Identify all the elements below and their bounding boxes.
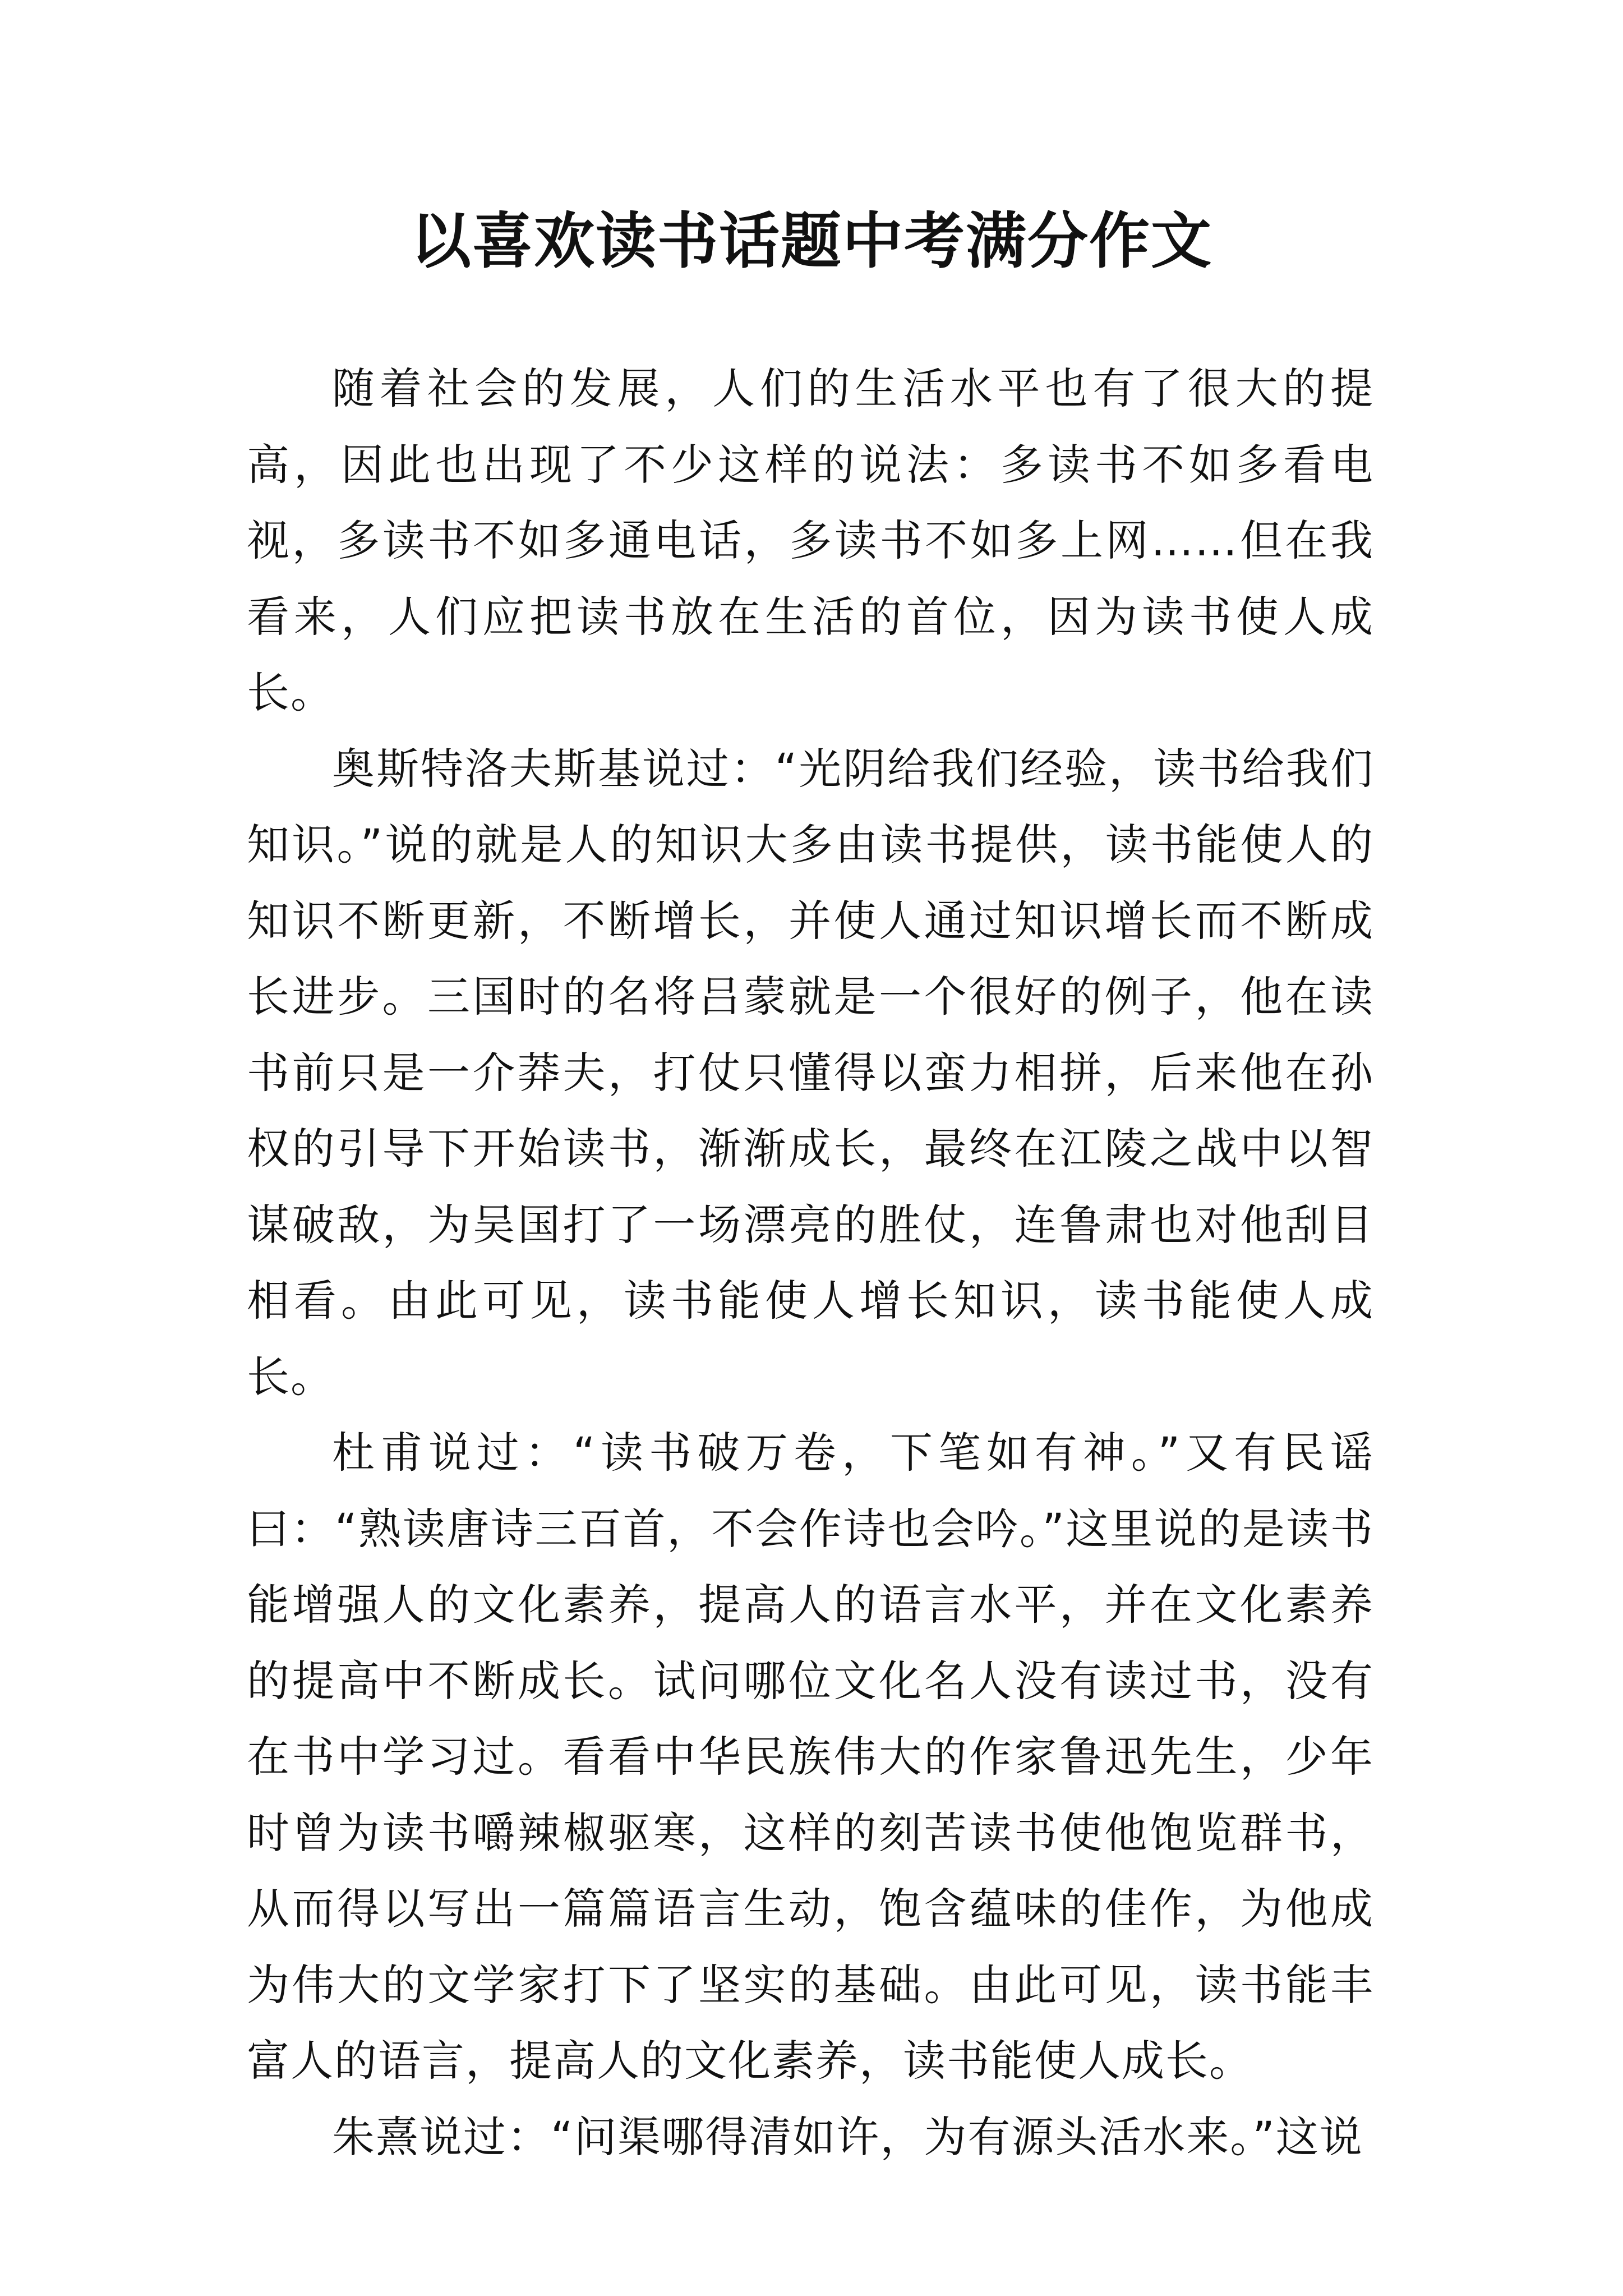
document-body xyxy=(247,351,1374,2175)
paragraph: 朱熹说过：“问渠哪得清如许，为有源头活水来。”这说 xyxy=(332,2111,1363,2162)
paragraph: 杜甫说过：“读书破万卷，下笔如有神。”又有民谣曰：“熟读唐诗三百首，不会作诗也会吟。”这里说的是读书能增强人的文化素养，提高人的语言水平，并在文化素养的提高中不断成长。试问哪位文化名人没有读过书，没有在书中学习过。看看中华民族伟大的作家鲁迅先生，少年时曾为读书嚼辣椒驱寒，这样的刻苦读书使他饱览群书，从而得以写出一篇篇语言生动，饱含蕴味的佳作，为他成为伟大的文学家打下了坚实的基础。由此可见，读书能丰富人的语言，提高人的文化素养，读书能使人成长。 xyxy=(247,1428,1374,2086)
paragraph: 奥斯特洛夫斯基说过：“光阴给我们经验，读书给我们知识。”说的就是人的知识大多由读书提供，读书能使人的知识不断更新，不断增长，并使人通过知识增长而不断成长进步。三国时的名将吕蒙就是一个很好的例子，他在读书前只是一介莽夫，打仗只懂得以蛮力相拼，后来他在孙权的引导下开始读书，渐渐成长，最终在江陵之战中以智谋破敌，为吴国打了一场漂亮的胜仗，连鲁肃也对他刮目相看。由此可见，读书能使人增长知识，读书能使人成长。 xyxy=(247,743,1374,1402)
document-title: 以喜欢读书话题中考满分作文 xyxy=(410,206,1212,277)
paragraph: 随着社会的发展，人们的生活水平也有了很大的提高，因此也出现了不少这样的说法：多读书不如多看电视，多读书不如多通电话，多读书不如多上网……但在我看来，人们应把读书放在生活的首位，因为读书使人成长。 xyxy=(247,364,1374,717)
